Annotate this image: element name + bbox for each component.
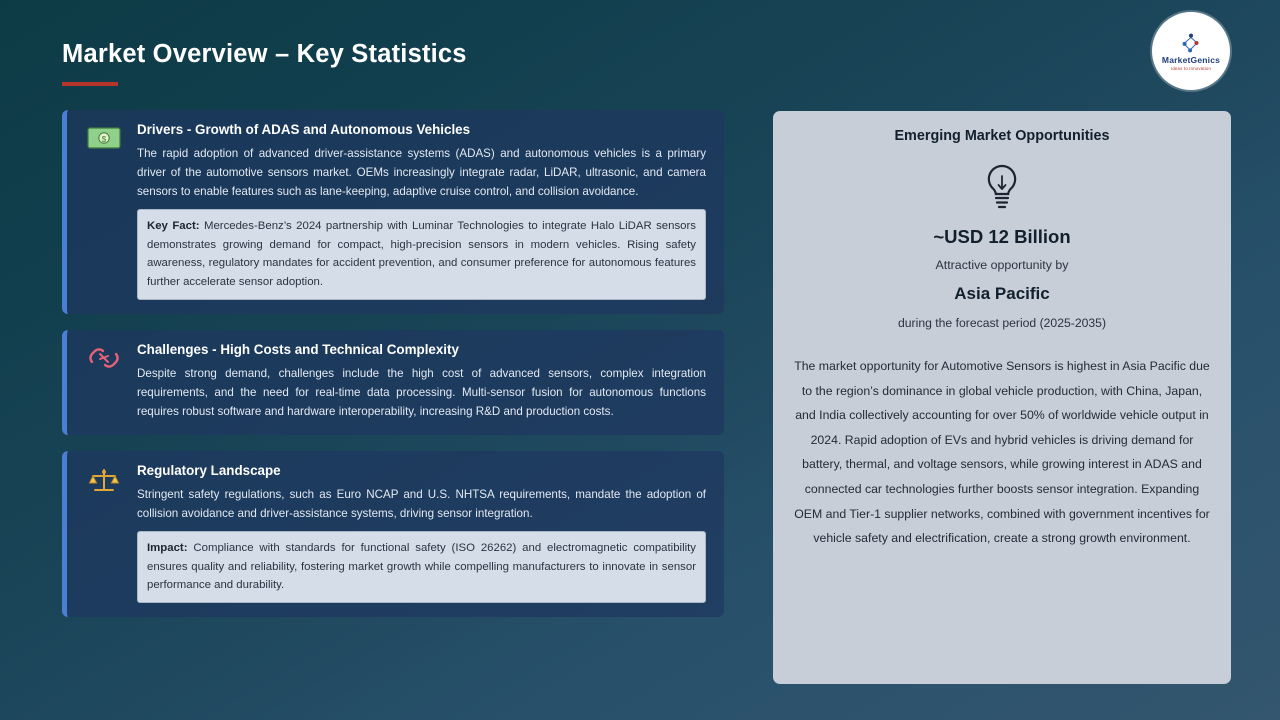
callout-text: Mercedes-Benz’s 2024 partnership with Luminar Technologies to integrate Halo LiDAR sensors demonstrates growing demand for compact, high-precision sensors in modern vehicles. Rising safety awareness, regulatory mandates for accident prevention, and consumer preference for autonomous features further accelerate sensor adoption. <box>147 220 696 289</box>
svg-text:$: $ <box>101 135 107 144</box>
card-title: Regulatory Landscape <box>137 462 281 478</box>
logo-tagline: Ideas to Innovation <box>1170 65 1212 71</box>
network-node-icon <box>1180 32 1202 54</box>
card-callout <box>137 209 706 300</box>
logo-name: MarketGenics <box>1161 54 1221 65</box>
lightbulb-icon <box>973 158 1031 216</box>
opportunity-subtitle: Attractive opportunity by <box>935 258 1069 272</box>
emerging-opportunities-panel <box>773 111 1231 684</box>
panel-paragraph: The market opportunity for Automotive Sensors is highest in Asia Pacific due to the region’s dominance in global vehicle production, with China, Japan, and India collectively accounting for over 50% of worldwide vehicle output in 2024. Rapid adoption of EVs and hybrid vehicles is driving demand for battery, thermal, and voltage sensors, while growing interest in ADAS and connected car technologies further boosts sensor integration. Expanding OEM and Tier-1 supplier networks, combined with government incentives for vehicle safety and electrification, create a strong growth environment. <box>794 359 1210 546</box>
forecast-period: during the forecast period (2025-2035) <box>898 316 1106 330</box>
card-callout <box>137 531 706 603</box>
title-underline <box>62 82 118 86</box>
card-challenges <box>62 330 724 435</box>
callout-text: Compliance with standards for functional safety (ISO 26262) and electromagnetic compatibility ensures quality and reliability, fostering market growth while compelling manufacturers to innovate in sensor performance and durability. <box>147 541 697 592</box>
panel-title: Emerging Market Opportunities <box>894 128 1110 144</box>
money-banknote-icon <box>85 122 123 156</box>
card-text: Despite strong demand, challenges include the high cost of advanced sensors, complex integration requirements, and the need for real-time data processing. Multi-sensor fusion for autonomous functions requires robust software and hardware interoperability, increasing R&D and production costs. <box>137 366 706 418</box>
callout-label: Key Fact: <box>147 220 200 232</box>
page-title: Market Overview – Key Statistics <box>62 40 467 68</box>
card-drivers <box>62 110 724 314</box>
card-text: Stringent safety regulations, such as Euro NCAP and U.S. NHTSA requirements, mandate the adoption of collision avoidance and driver-assistance systems, driving sensor integration. <box>137 487 706 520</box>
card-title: Challenges - High Costs and Technical Complexity <box>137 341 459 357</box>
card-title: Drivers - Growth of ADAS and Autonomous Vehicles <box>137 122 471 137</box>
opportunity-region: Asia Pacific <box>954 284 1050 303</box>
broken-link-icon <box>85 342 123 376</box>
card-text: The rapid adoption of advanced driver-assistance systems (ADAS) and autonomous vehicles is a primary driver of the automotive sensors market. OEMs increasingly integrate radar, LiDAR, ultrasonic, and camera sensors to enable features such as lane-keeping, adaptive cruise control, and collision avoidance. <box>137 147 706 198</box>
card-regulatory <box>62 451 724 617</box>
brand-logo <box>1152 12 1230 90</box>
opportunity-value: ~USD 12 Billion <box>933 226 1071 247</box>
callout-label: Impact: <box>147 541 188 554</box>
left-content-column <box>62 110 724 633</box>
scales-justice-icon <box>85 463 123 497</box>
